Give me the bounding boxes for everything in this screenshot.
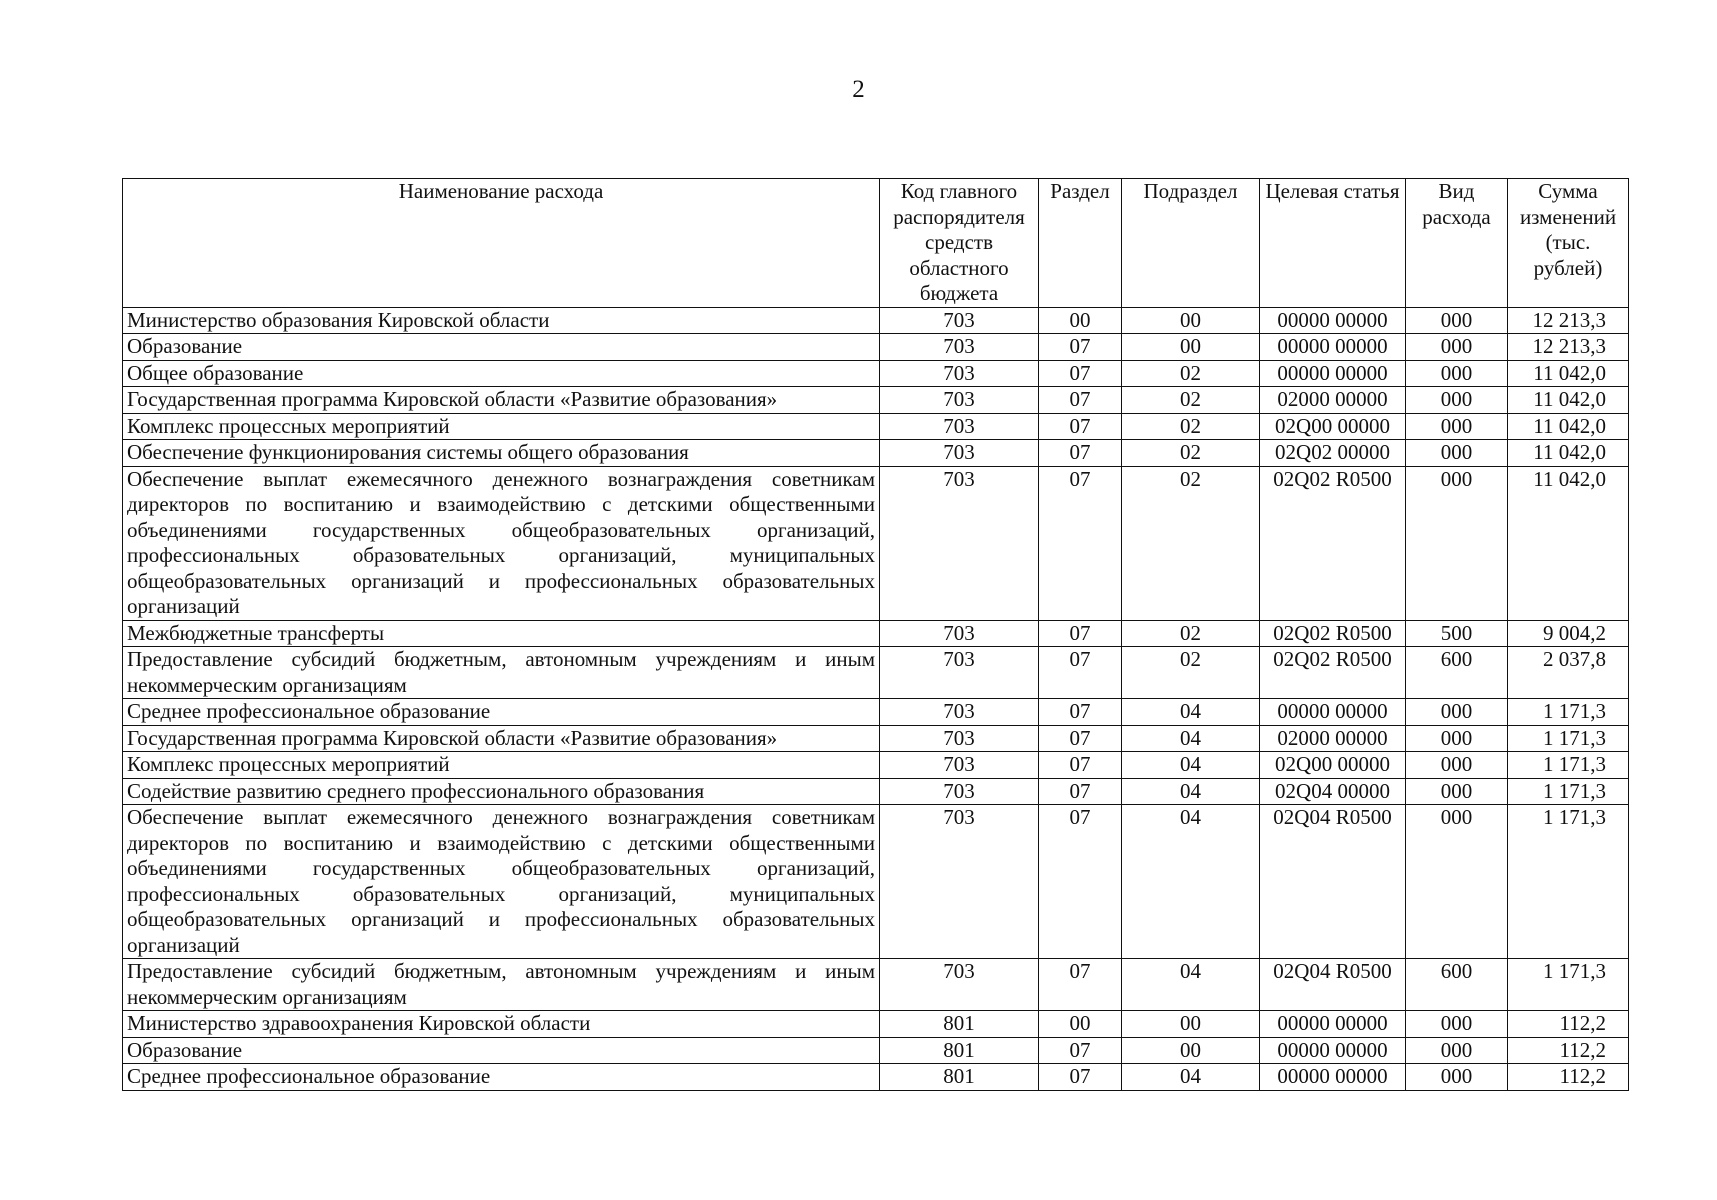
change-amount-cell: 11 042,0 [1508,413,1629,440]
subsection-cell: 00 [1122,307,1260,334]
table-row [123,620,1629,647]
section-cell: 07 [1039,387,1122,414]
expense-name-cell: Предоставление субсидий бюджетным, автономным учреждениям и иным некоммерческим организациям [123,959,880,1011]
manager-code-cell: 703 [880,413,1039,440]
target-article-cell: 02000 00000 [1260,387,1406,414]
section-cell: 07 [1039,647,1122,699]
manager-code-cell: 703 [880,725,1039,752]
table-body [123,307,1629,1090]
target-article-cell: 00000 00000 [1260,1037,1406,1064]
manager-code-cell: 703 [880,466,1039,620]
expense-type-cell: 000 [1406,1011,1508,1038]
section-cell: 07 [1039,805,1122,959]
expense-type-cell: 000 [1406,805,1508,959]
subsection-cell: 04 [1122,1064,1260,1091]
header-target-article: Целевая статья [1260,179,1406,308]
target-article-cell: 00000 00000 [1260,360,1406,387]
expense-name-cell: Комплекс процессных мероприятий [123,752,880,779]
subsection-cell: 00 [1122,334,1260,361]
target-article-cell: 00000 00000 [1260,1011,1406,1038]
expense-type-cell: 000 [1406,387,1508,414]
subsection-cell: 04 [1122,752,1260,779]
target-article-cell: 02Q02 R0500 [1260,647,1406,699]
table-row [123,440,1629,467]
expense-name-cell: Образование [123,1037,880,1064]
target-article-cell: 02Q04 R0500 [1260,805,1406,959]
manager-code-cell: 703 [880,334,1039,361]
table-row [123,387,1629,414]
expense-type-cell: 000 [1406,334,1508,361]
header-expense-type: Вид расхода [1406,179,1508,308]
header-manager-code: Код главного распорядителя средств областного бюджета [880,179,1039,308]
table-header-row [123,179,1629,308]
manager-code-cell: 703 [880,307,1039,334]
subsection-cell: 02 [1122,360,1260,387]
section-cell: 07 [1039,699,1122,726]
manager-code-cell: 703 [880,778,1039,805]
expense-type-cell: 500 [1406,620,1508,647]
expense-name-cell: Комплекс процессных мероприятий [123,413,880,440]
table-row [123,647,1629,699]
change-amount-cell: 1 171,3 [1508,752,1629,779]
table-row [123,959,1629,1011]
table-row [123,360,1629,387]
manager-code-cell: 801 [880,1037,1039,1064]
section-cell: 07 [1039,778,1122,805]
expense-name-cell: Содействие развитию среднего профессионального образования [123,778,880,805]
subsection-cell: 00 [1122,1011,1260,1038]
subsection-cell: 02 [1122,466,1260,620]
change-amount-cell: 12 213,3 [1508,334,1629,361]
expense-type-cell: 000 [1406,699,1508,726]
expense-type-cell: 000 [1406,307,1508,334]
expense-type-cell: 600 [1406,647,1508,699]
change-amount-cell: 1 171,3 [1508,725,1629,752]
expense-type-cell: 000 [1406,440,1508,467]
section-cell: 07 [1039,1064,1122,1091]
section-cell: 07 [1039,360,1122,387]
target-article-cell: 00000 00000 [1260,334,1406,361]
header-subsection: Подраздел [1122,179,1260,308]
expense-name-cell: Предоставление субсидий бюджетным, автономным учреждениям и иным некоммерческим организациям [123,647,880,699]
expense-type-cell: 000 [1406,413,1508,440]
table-row [123,778,1629,805]
subsection-cell: 02 [1122,647,1260,699]
section-cell: 07 [1039,334,1122,361]
subsection-cell: 04 [1122,805,1260,959]
change-amount-cell: 9 004,2 [1508,620,1629,647]
change-amount-cell: 11 042,0 [1508,466,1629,620]
target-article-cell: 02Q02 R0500 [1260,620,1406,647]
target-article-cell: 02Q00 00000 [1260,413,1406,440]
change-amount-cell: 11 042,0 [1508,440,1629,467]
target-article-cell: 02Q02 R0500 [1260,466,1406,620]
expense-name-cell: Обеспечение функционирования системы общего образования [123,440,880,467]
change-amount-cell: 11 042,0 [1508,360,1629,387]
table-row [123,725,1629,752]
section-cell: 07 [1039,413,1122,440]
page-number: 2 [852,76,865,103]
section-cell: 07 [1039,466,1122,620]
manager-code-cell: 703 [880,805,1039,959]
manager-code-cell: 703 [880,647,1039,699]
table-row [123,413,1629,440]
expense-name-cell: Обеспечение выплат ежемесячного денежного вознаграждения советникам директоров по воспитанию и взаимодействию с детскими общественными объединениями государственных общеобразовательных организаций, профессиональных образовательных организаций, муниципальных общеобразовательных организаций и профессиональных образовательных организаций [123,466,880,620]
expense-type-cell: 600 [1406,959,1508,1011]
table-row [123,307,1629,334]
section-cell: 07 [1039,440,1122,467]
section-cell: 00 [1039,1011,1122,1038]
section-cell: 07 [1039,959,1122,1011]
subsection-cell: 04 [1122,959,1260,1011]
table-row [123,805,1629,959]
expense-name-cell: Образование [123,334,880,361]
change-amount-cell: 112,2 [1508,1011,1629,1038]
target-article-cell: 02Q00 00000 [1260,752,1406,779]
section-cell: 07 [1039,620,1122,647]
expense-type-cell: 000 [1406,752,1508,779]
subsection-cell: 02 [1122,387,1260,414]
expense-type-cell: 000 [1406,778,1508,805]
section-cell: 00 [1039,307,1122,334]
table-row [123,334,1629,361]
target-article-cell: 00000 00000 [1260,699,1406,726]
header-expense-name: Наименование расхода [123,179,880,308]
target-article-cell: 02000 00000 [1260,725,1406,752]
change-amount-cell: 1 171,3 [1508,778,1629,805]
target-article-cell: 00000 00000 [1260,1064,1406,1091]
budget-changes-table [122,178,1629,1091]
expense-type-cell: 000 [1406,360,1508,387]
manager-code-cell: 703 [880,360,1039,387]
expense-name-cell: Государственная программа Кировской области «Развитие образования» [123,387,880,414]
expense-name-cell: Государственная программа Кировской области «Развитие образования» [123,725,880,752]
header-section: Раздел [1039,179,1122,308]
expense-name-cell: Министерство здравоохранения Кировской области [123,1011,880,1038]
manager-code-cell: 703 [880,440,1039,467]
manager-code-cell: 703 [880,620,1039,647]
change-amount-cell: 1 171,3 [1508,805,1629,959]
manager-code-cell: 703 [880,387,1039,414]
target-article-cell: 02Q02 00000 [1260,440,1406,467]
subsection-cell: 02 [1122,440,1260,467]
expense-name-cell: Министерство образования Кировской области [123,307,880,334]
change-amount-cell: 12 213,3 [1508,307,1629,334]
table-row [123,752,1629,779]
manager-code-cell: 703 [880,959,1039,1011]
change-amount-cell: 1 171,3 [1508,699,1629,726]
target-article-cell: 02Q04 R0500 [1260,959,1406,1011]
header-change-amount: Сумма изменений (тыс. рублей) [1508,179,1629,308]
section-cell: 07 [1039,1037,1122,1064]
change-amount-cell: 2 037,8 [1508,647,1629,699]
manager-code-cell: 801 [880,1064,1039,1091]
change-amount-cell: 112,2 [1508,1064,1629,1091]
table-row [123,1064,1629,1091]
subsection-cell: 04 [1122,725,1260,752]
expense-name-cell: Обеспечение выплат ежемесячного денежного вознаграждения советникам директоров по воспитанию и взаимодействию с детскими общественными объединениями государственных общеобразовательных организаций, профессиональных образовательных организаций, муниципальных общеобразовательных организаций и профессиональных образовательных организаций [123,805,880,959]
expense-type-cell: 000 [1406,1037,1508,1064]
table-row [123,699,1629,726]
change-amount-cell: 11 042,0 [1508,387,1629,414]
table-row [123,1037,1629,1064]
subsection-cell: 04 [1122,778,1260,805]
manager-code-cell: 703 [880,752,1039,779]
subsection-cell: 00 [1122,1037,1260,1064]
manager-code-cell: 801 [880,1011,1039,1038]
expense-type-cell: 000 [1406,725,1508,752]
section-cell: 07 [1039,752,1122,779]
change-amount-cell: 1 171,3 [1508,959,1629,1011]
section-cell: 07 [1039,725,1122,752]
expense-name-cell: Межбюджетные трансферты [123,620,880,647]
expense-type-cell: 000 [1406,466,1508,620]
target-article-cell: 00000 00000 [1260,307,1406,334]
expense-name-cell: Среднее профессиональное образование [123,699,880,726]
table-row [123,466,1629,620]
subsection-cell: 02 [1122,620,1260,647]
manager-code-cell: 703 [880,699,1039,726]
target-article-cell: 02Q04 00000 [1260,778,1406,805]
subsection-cell: 04 [1122,699,1260,726]
change-amount-cell: 112,2 [1508,1037,1629,1064]
subsection-cell: 02 [1122,413,1260,440]
table-row [123,1011,1629,1038]
expense-type-cell: 000 [1406,1064,1508,1091]
expense-name-cell: Общее образование [123,360,880,387]
expense-name-cell: Среднее профессиональное образование [123,1064,880,1091]
